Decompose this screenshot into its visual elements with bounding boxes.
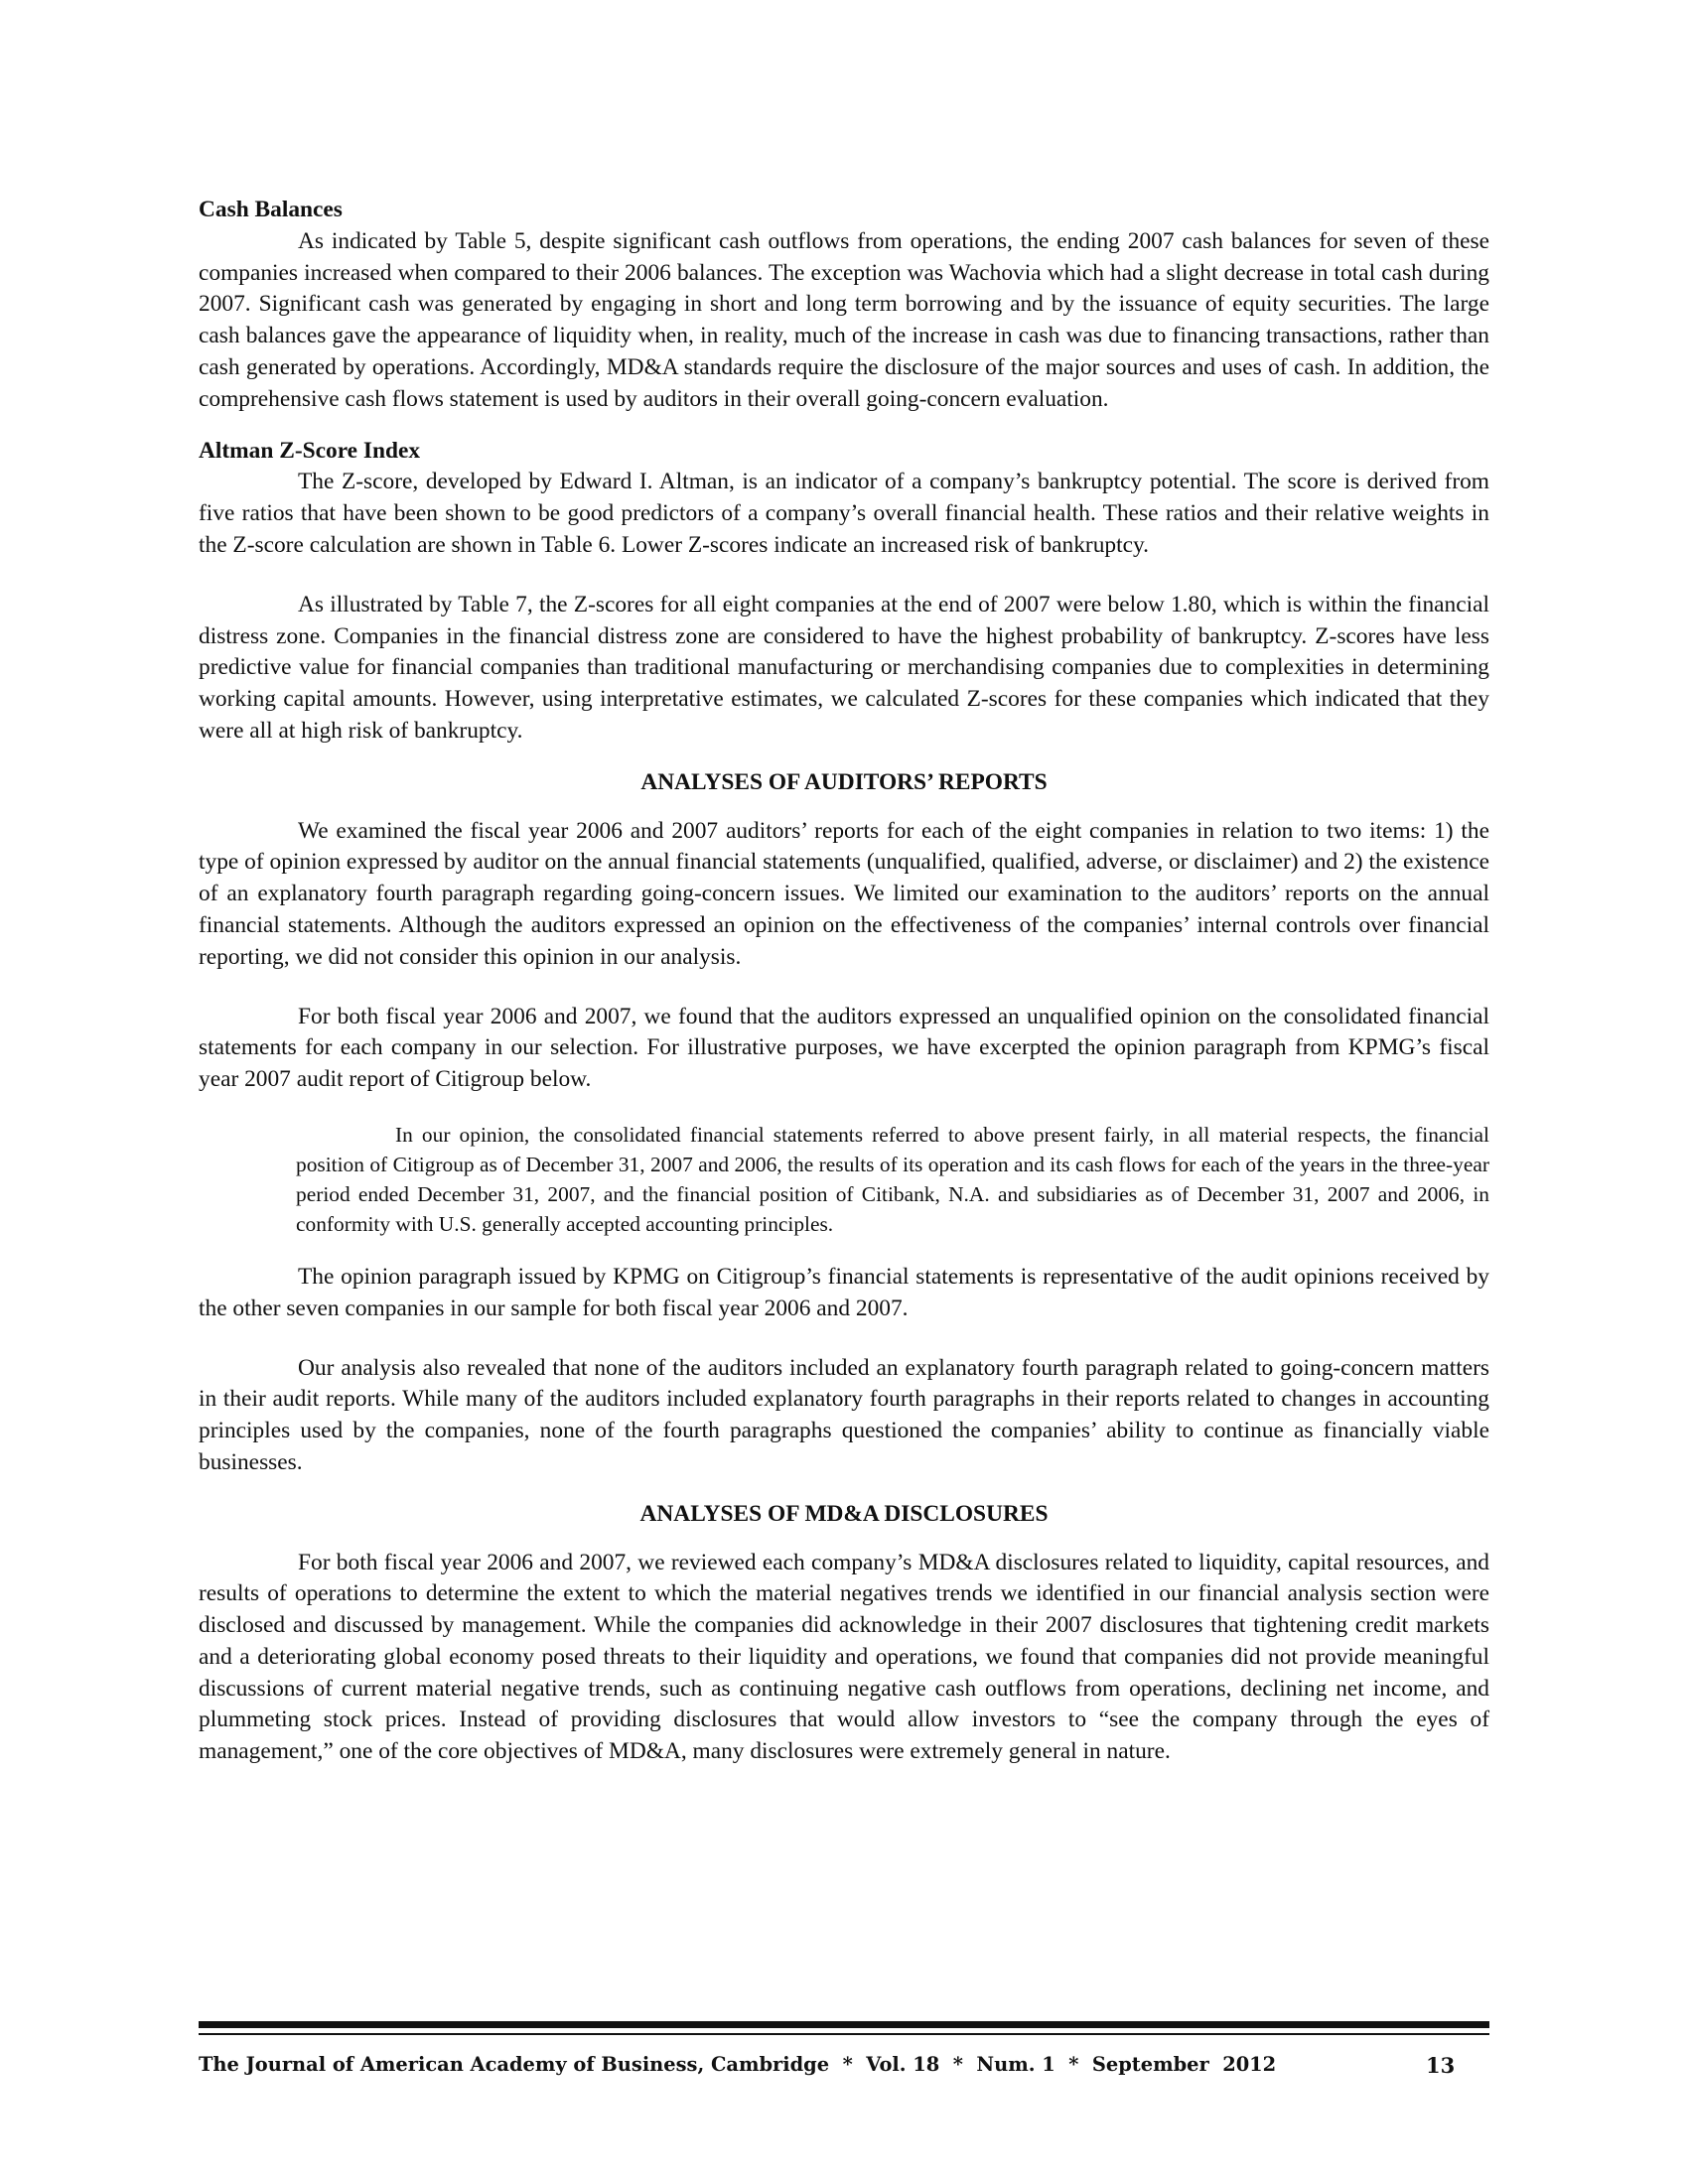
paragraph-auditors-3: The opinion paragraph issued by KPMG on Citigroup’s financial statements is representative of the audit opinions received by the other seven companies in our sample for both fiscal year 2006 and 2007.	[199, 1263, 1489, 1321]
paragraph-altman-1: The Z-score, developed by Edward I. Altman, is an indicator of a company’s bankruptcy potential. The score is derived from five ratios that have been shown to be good predictors of a company’s overall financial health. These ratios and their relative weights in the Z-score calculation are shown in Table 6. Lower Z-scores indicate an increased risk of bankruptcy.	[199, 469, 1489, 558]
page-number: 13	[1426, 2053, 1456, 2078]
paragraph-cash-balances: As indicated by Table 5, despite significant cash outflows from operations, the ending 2007 cash balances for seven of these companies increased when compared to their 2006 balances. The exception was Wachovia which had a slight decrease in total cash during 2007. Significant cash was generated by engaging in short and long term borrowing and by the issuance of equity securities. The large cash balances gave the appearance of liquidity when, in reality, much of the increase in cash was due to financing transactions, rather than cash generated by operations. Accordingly, MD&A standards require the disclosure of the major sources and uses of cash. In addition, the comprehensive cash flows statement is used by auditors in their overall going-concern evaluation.	[199, 227, 1489, 412]
paragraph-auditors-1: We examined the fiscal year 2006 and 2007 auditors’ reports for each of the eight companies in relation to two items: 1) the type of opinion expressed by auditor on the annual financial statements (unqualified, qualified, adverse, or disclaimer) and 2) the existence of an explanatory fourth paragraph regarding going-concern issues. We limited our examination to the auditors’ reports on the annual financial statements. Although the auditors expressed an opinion on the effectiveness of the companies’ internal controls over financial reporting, we did not consider this opinion in our analysis.	[199, 817, 1489, 970]
main-column	[199, 195, 1489, 1768]
block-quote-opinion	[199, 1120, 1489, 1239]
section-heading-mdna: ANALYSES OF MD&A DISCLOSURES	[639, 1500, 1049, 1527]
section-heading-cash-balances: Cash Balances	[199, 197, 343, 222]
footer-rule-thin	[199, 2033, 1489, 2035]
footer-journal-citation: The Journal of American Academy of Business, Cambridge * Vol. 18 * Num. 1 * September 2012	[199, 2053, 1277, 2076]
footer-rule-thick	[199, 2021, 1489, 2028]
paragraph-mdna-1: For both fiscal year 2006 and 2007, we reviewed each company’s MD&A disclosures related to liquidity, capital resources, and results of operations to determine the extent to which the material negatives trends we identified in our financial analysis section were disclosed and discussed by management. While the companies did acknowledge in their 2007 disclosures that tightening credit markets and a deteriorating global economy posed threats to their liquidity and operations, we found that companies did not provide meaningful discussions of current material negative trends, such as continuing negative cash outflows from operations, declining net income, and plummeting stock prices. Instead of providing disclosures that would allow investors to “see the company through the eyes of management,” one of the core objectives of MD&A, many disclosures were extremely general in nature.	[199, 1549, 1489, 1765]
paragraph-auditors-2: For both fiscal year 2006 and 2007, we found that the auditors expressed an unqualified opinion on the consolidated financial statements for each company in our selection. For illustrative purposes, we have excerpted the opinion paragraph from KPMG’s fiscal year 2007 audit report of Citigroup below.	[199, 1003, 1489, 1093]
section-heading-auditors-reports: ANALYSES OF AUDITORS’ REPORTS	[640, 768, 1048, 795]
paragraph-auditors-4: Our analysis also revealed that none of the auditors included an explanatory fourth paragraph related to going-concern matters in their audit reports. While many of the auditors included explanatory fourth paragraphs in their reports related to changes in accounting principles used by the companies, none of the fourth paragraphs questioned the companies’ ability to continue as financially viable businesses.	[199, 1354, 1489, 1475]
block-quote-text: In our opinion, the consolidated financial statements referred to above present fairly, in all material respects, the financial position of Citigroup as of December 31, 2007 and 2006, the results of its operation and its cash flows for each of the years in the three-year period ended December 31, 2007, and the financial position of Citibank, N.A. and subsidiaries as of December 31, 2007 and 2006, in conformity with U.S. generally accepted accounting principles.	[296, 1122, 1489, 1236]
section-heading-altman: Altman Z-Score Index	[199, 437, 421, 464]
paragraph-altman-2: As illustrated by Table 7, the Z-scores for all eight companies at the end of 2007 were below 1.80, which is within the financial distress zone. Companies in the financial distress zone are considered to have the highest probability of bankruptcy. Z-scores have less predictive value for financial companies than traditional manufacturing or merchandising companies due to complexities in determining working capital amounts. However, using interpretative estimates, we calculated Z-scores for these companies which indicated that they were all at high risk of bankruptcy.	[199, 591, 1489, 744]
